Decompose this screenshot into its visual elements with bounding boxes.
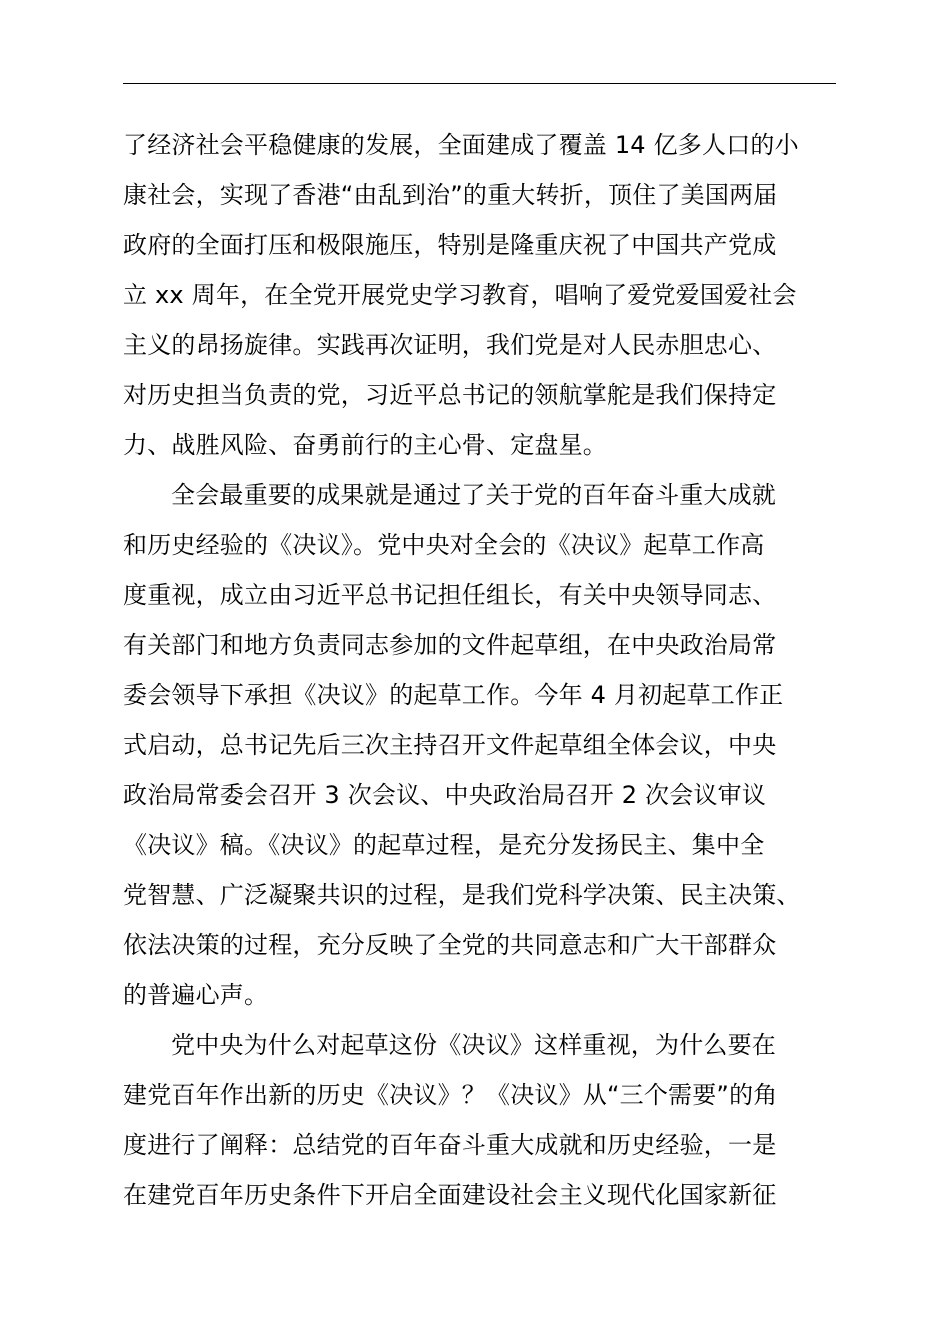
paragraph-2: [123, 470, 838, 1020]
text-line: 建党百年作出新的历史《决议》？《决议》从“三个需要”的角: [123, 1081, 778, 1109]
text-line: 立 xx 周年，在全党开展党史学习教育，唱响了爱党爱国爱社会: [123, 281, 797, 309]
text-line: 式启动，总书记先后三次主持召开文件起草组全体会议，中央: [123, 731, 777, 759]
text-line: 的普遍心声。: [123, 981, 269, 1009]
text-line: 党智慧、广泛凝聚共识的过程，是我们党科学决策、民主决策、: [123, 881, 801, 909]
document-body: [123, 120, 838, 1220]
text-line: 度进行了阐释：总结党的百年奋斗重大成就和历史经验，一是: [123, 1131, 777, 1159]
paragraph-1: [123, 120, 838, 470]
paragraph-3: [123, 1020, 838, 1220]
text-line: 度重视，成立由习近平总书记担任组长，有关中央领导同志、: [123, 581, 777, 609]
text-line: 主义的昂扬旋律。实践再次证明，我们党是对人民赤胆忠心、: [123, 331, 777, 359]
text-line: 依法决策的过程，充分反映了全党的共同意志和广大干部群众: [123, 931, 777, 959]
header-rule: [123, 83, 836, 84]
text-line: 全会最重要的成果就是通过了关于党的百年奋斗重大成就: [171, 481, 776, 509]
text-line: 政治局常委会召开 3 次会议、中央政治局召开 2 次会议审议: [123, 781, 767, 809]
text-line: 委会领导下承担《决议》的起草工作。今年 4 月初起草工作正: [123, 681, 784, 709]
text-line: 对历史担当负责的党，习近平总书记的领航掌舵是我们保持定: [123, 381, 777, 409]
text-line: 和历史经验的《决议》。党中央对全会的《决议》起草工作高: [123, 531, 765, 559]
text-line: 政府的全面打压和极限施压，特别是隆重庆祝了中国共产党成: [123, 231, 777, 259]
text-line: 在建党百年历史条件下开启全面建设社会主义现代化国家新征: [123, 1181, 777, 1209]
text-line: 了经济社会平稳健康的发展，全面建成了覆盖 14 亿多人口的小: [123, 131, 799, 159]
text-line: 康社会，实现了香港“由乱到治”的重大转折，顶住了美国两届: [123, 181, 778, 209]
text-line: 力、战胜风险、奋勇前行的主心骨、定盘星。: [123, 431, 607, 459]
text-line: 《决议》稿。《决议》的起草过程，是充分发扬民主、集中全: [123, 831, 765, 859]
text-line: 有关部门和地方负责同志参加的文件起草组，在中央政治局常: [123, 631, 777, 659]
text-line: 党中央为什么对起草这份《决议》这样重视，为什么要在: [171, 1031, 776, 1059]
